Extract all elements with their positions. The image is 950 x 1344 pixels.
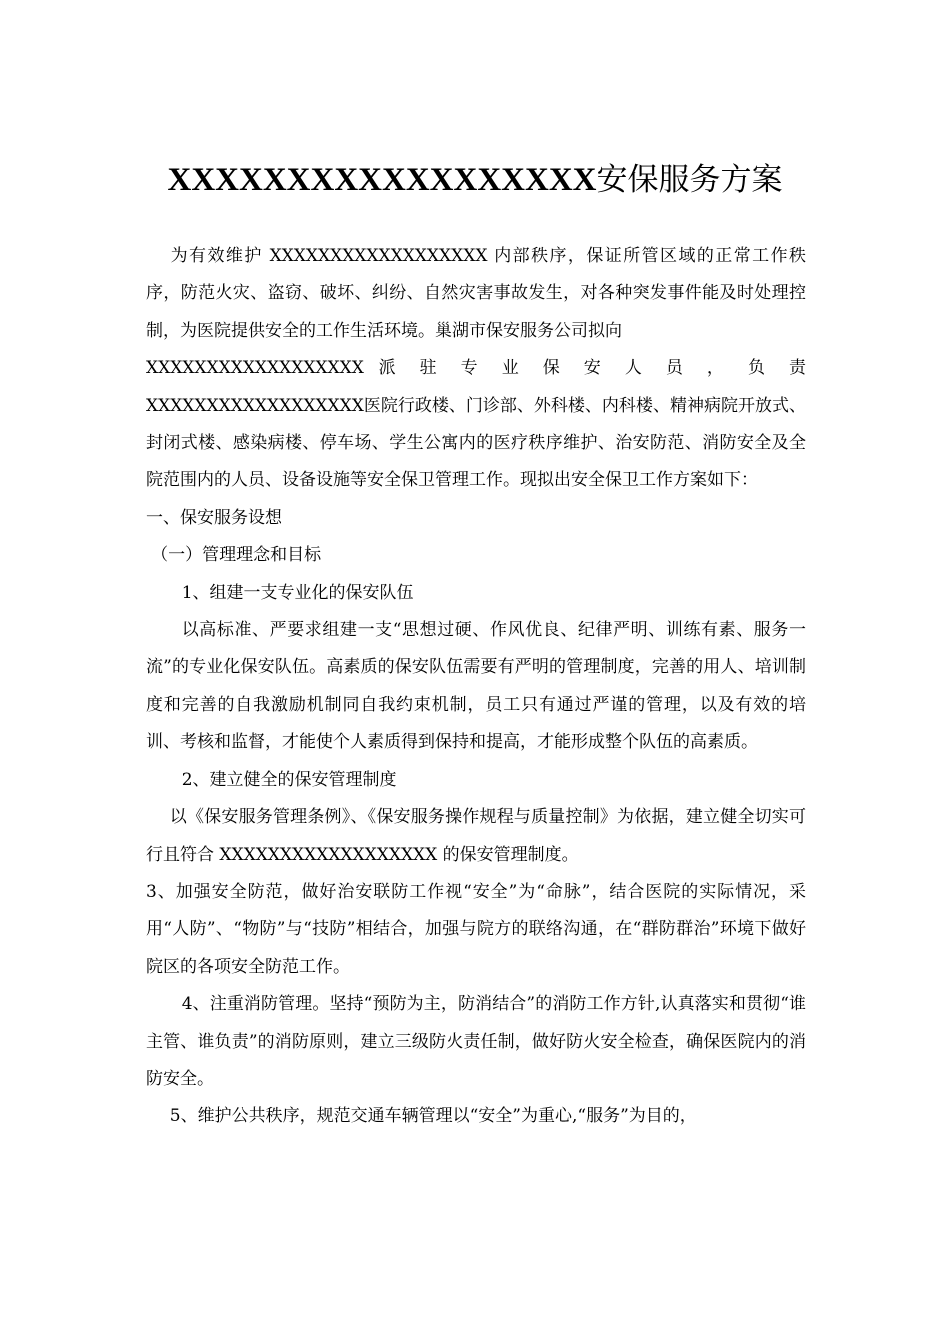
item-2-text: 以《保安服务管理条例》、《保安服务操作规程与质量控制》为依据，建立健全切实可行且符合 XXXXXXXXXXXXXXXXXX 的保安管理制度。	[146, 807, 806, 865]
item-3-text: 3、加强安全防范，做好治安联防工作视“安全”为“命脉”，结合医院的实际情况，采用“人防”、“物防”与“技防”相结合，加强与院方的联络沟通，在“群防群治”环境下做好院区的各项安全防范工作。	[146, 881, 806, 977]
intro-paragraph: 为有效维护 XXXXXXXXXXXXXXXXXX 内部秩序，保证所管区域的正常工作秩序，防范火灾、盗窃、破坏、纠纷、自然灾害事故发生，对各种突发事件能及时处理控制，为医院提供安全的工作生活环境。巢湖市保安服务公司拟向	[146, 246, 806, 341]
subsection-heading-1: （一）管理理念和目标	[151, 545, 322, 566]
title-text: 安保服务方案	[596, 162, 783, 198]
item-1-text: 以高标准、严要求组建一支“思想过硬、作风优良、纪律严明、训练有素、服务一流”的专业化保安队伍。高素质的保安队伍需要有严明的管理制度，完善的用人、培训制度和完善的自我激励机制同自我约束机制，员工只有通过严谨的管理，以及有效的培训、考核和监督，才能使个人素质得到保持和提高，才能形成整个队伍的高素质。	[146, 620, 806, 753]
item-4-text: 4、注重消防管理。坚持“预防为主，防消结合”的消防工作方针,认真落实和贯彻“谁主管、谁负责”的消防原则，建立三级防火责任制，做好防火安全检查，确保医院内的消防安全。	[146, 994, 806, 1089]
item-2-heading: 2、建立健全的保安管理制度	[181, 769, 397, 790]
title-code: XXXXXXXXXXXXXXXXXX	[167, 162, 597, 198]
document-body	[146, 238, 806, 1136]
item-1-heading: 1、组建一支专业化的保安队伍	[181, 582, 414, 603]
section-heading-1: 一、保安服务设想	[146, 507, 282, 528]
document-title	[0, 158, 950, 202]
intro-paragraph-rest: XXXXXXXXXXXXXXXXXX医院行政楼、门诊部、外科楼、内科楼、精神病院开放式、封闭式楼、感染病楼、停车场、学生公寓内的医疗秩序维护、治安防范、消防安全及全院范围内的人员、设备设施等安全保卫管理工作。现拟出安全保卫工作方案如下：	[146, 395, 806, 491]
item-5-text: 5、维护公共秩序，规范交通车辆管理以“安全”为重心,“服务”为目的，	[169, 1106, 697, 1127]
intro-line-assign: XXXXXXXXXXXXXXXXXX 派 驻 专 业 保 安 人 员 ， 负 责	[146, 358, 806, 379]
